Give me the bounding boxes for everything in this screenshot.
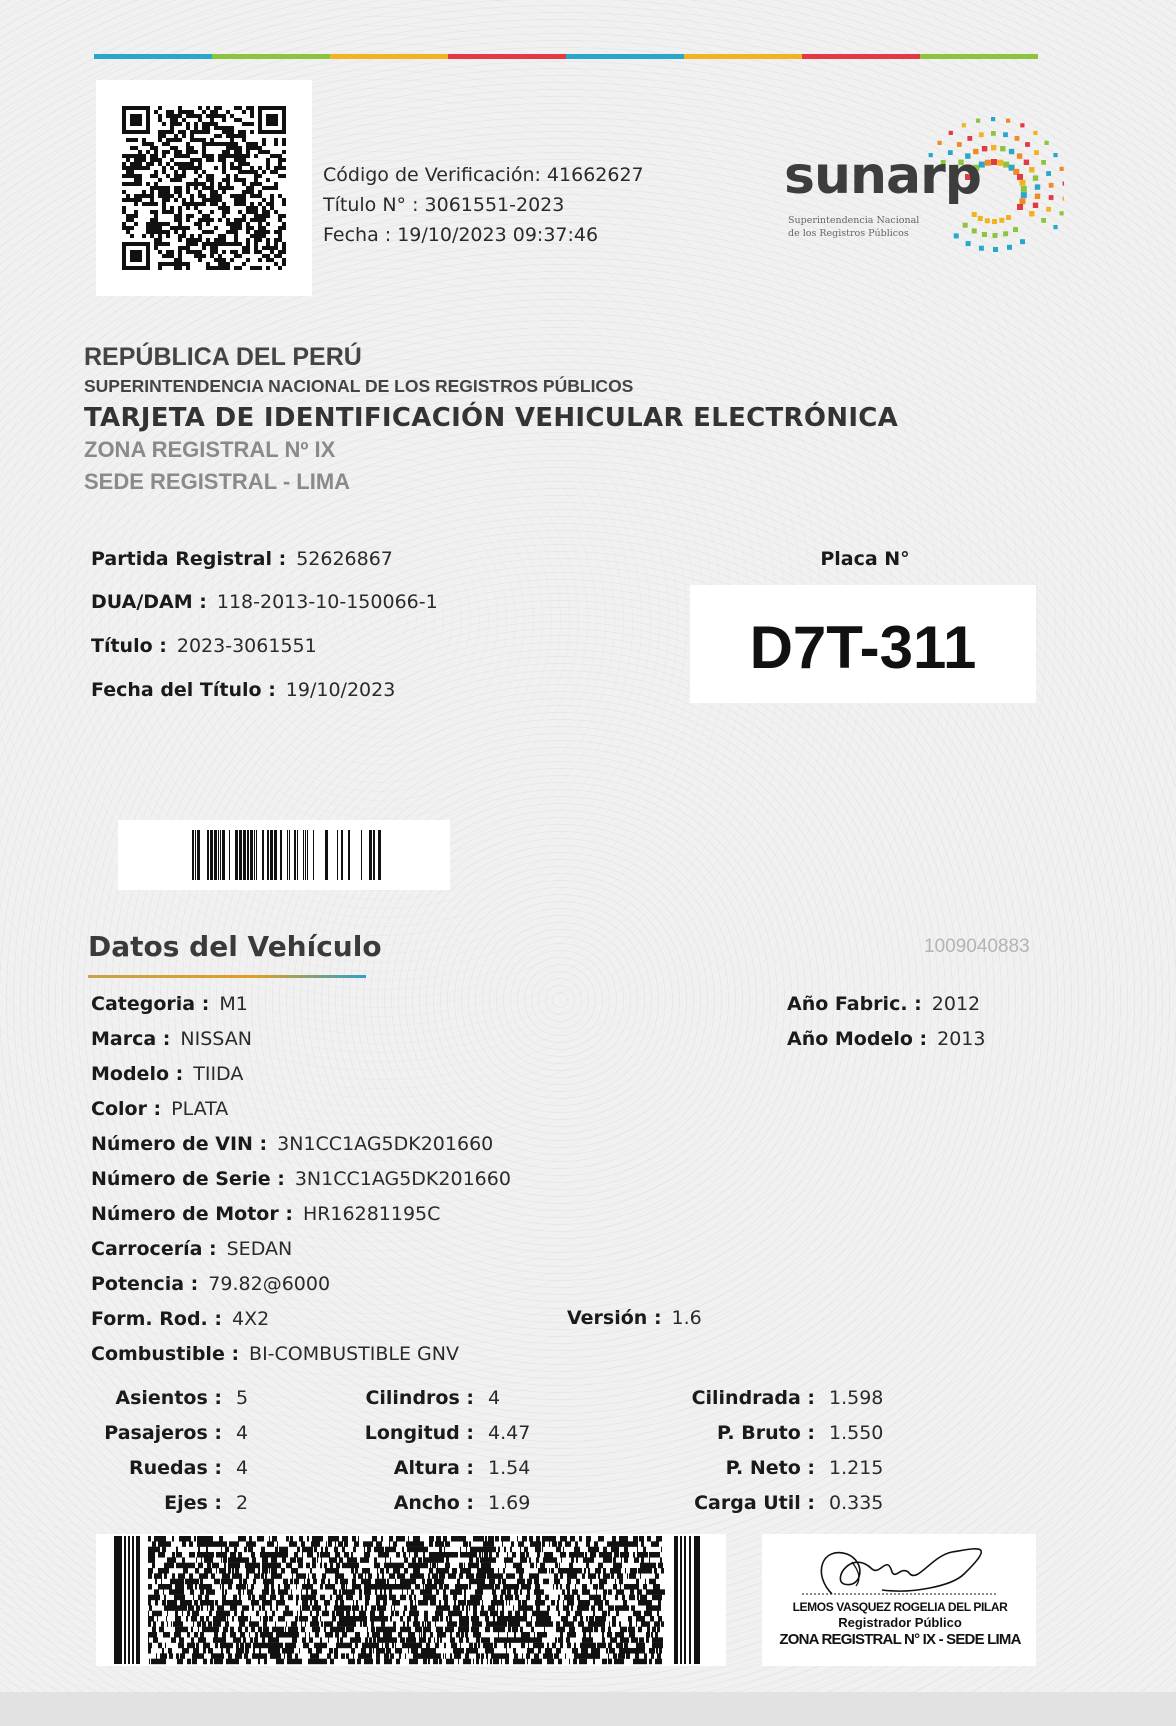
placa-box [690,585,1036,703]
version-label: Versión : [567,1307,662,1329]
spec-row [0,1387,222,1409]
vehicle-field-row [91,1238,292,1260]
spec-label: Ejes : [164,1492,222,1514]
spec-label: P. Neto : [725,1457,815,1479]
title-number: Título N° : 3061551-2023 [323,194,565,216]
vehicle-field-value: BI-COMBUSTIBLE GNV [249,1343,459,1365]
spec-label: Asientos : [115,1387,222,1409]
spec-label: Carga Util : [694,1492,815,1514]
spec-value: 5 [236,1387,249,1409]
section-underline [88,975,366,978]
anio-fabric-value: 2012 [931,993,981,1015]
spec-row [214,1457,474,1479]
vehicle-field-row [91,1203,440,1225]
partida-value: 52626867 [296,548,393,570]
spec-label: P. Bruto : [717,1422,815,1444]
fecha-titulo-value: 19/10/2023 [285,679,396,701]
spec-label: Cilindros : [365,1387,474,1409]
vehicle-field-value: NISSAN [180,1028,252,1050]
vehicle-field-label: Número de VIN : [91,1133,268,1155]
vehicle-field-row [91,1133,493,1155]
spec-label: Cilindrada : [691,1387,815,1409]
spec-value: 4 [236,1457,249,1479]
signature-block [762,1534,1036,1666]
version-value: 1.6 [671,1307,702,1329]
spec-value: 1.215 [829,1457,884,1479]
vehicle-field-label: Número de Serie : [91,1168,285,1190]
spec-value: 4 [236,1422,249,1444]
vehicle-field-row [91,1028,252,1050]
spec-value-row [829,1457,883,1479]
vehicle-field-label: Carrocería : [91,1238,217,1260]
logo-subtitle-line-2: de los Registros Públicos [788,228,909,239]
spec-value: 1.54 [488,1457,531,1479]
spec-row [214,1492,474,1514]
vehicle-field-value: 3N1CC1AG5DK201660 [277,1133,494,1155]
anio-modelo-value: 2013 [937,1028,986,1050]
spec-row [555,1457,815,1479]
dua-row [91,591,438,613]
anio-modelo-row [787,1028,985,1050]
vehicle-field-row [91,993,248,1015]
vehicle-field-value: 4X2 [231,1308,270,1330]
placa-label: Placa N° [820,548,910,570]
barcode-icon [182,830,386,880]
logo-subtitle [788,214,948,240]
superintendencia-heading: SUPERINTENDENCIA NACIONAL DE LOS REGISTROS PÚBLICOS [84,376,634,396]
stripe-segment [920,54,1038,59]
pdf417-barcode [96,1534,726,1666]
card-title: TARJETA DE IDENTIFICACIÓN VEHICULAR ELECTRÓNICA [84,403,899,433]
stripe-segment [802,54,920,59]
stripe-segment [212,54,330,59]
spec-row [555,1387,815,1409]
spec-label: Altura : [393,1457,474,1479]
pdf417-icon [114,1534,714,1666]
vehicle-field-row [91,1273,330,1295]
anio-fabric-row [787,993,980,1015]
verification-block [323,160,644,250]
vehicle-field-row [91,1098,228,1120]
placa-number: D7T-311 [749,614,977,681]
spec-row [555,1492,815,1514]
verification-code: Código de Verificación: 41662627 [323,164,644,186]
sunarp-logo [784,102,1064,262]
republic-heading: REPÚBLICA DEL PERÚ [84,343,362,371]
serial-number: 1009040883 [924,936,1030,957]
spec-value: 1.69 [488,1492,531,1514]
spec-value: 4.47 [488,1422,531,1444]
spec-value-row [829,1387,883,1409]
spec-row [555,1422,815,1444]
sede-heading: SEDE REGISTRAL - LIMA [84,469,351,494]
spec-row [214,1387,474,1409]
vehicle-field-value: 3N1CC1AG5DK201660 [294,1168,511,1190]
vehicle-field-value: M1 [219,993,248,1015]
titulo-row [91,635,317,657]
vehicle-field-label: Categoria : [91,993,210,1015]
fecha-titulo-label: Fecha del Título : [91,679,276,701]
vehicle-field-label: Modelo : [91,1063,184,1085]
fecha-titulo-row [91,679,395,701]
signer-zone: ZONA REGISTRAL N° IX - SEDE LIMA [779,1631,1021,1648]
qr-code-icon [122,106,286,270]
spec-value: 1.598 [829,1387,884,1409]
spec-value-row [488,1492,530,1514]
vehicle-field-label: Marca : [91,1028,171,1050]
stripe-segment [330,54,448,59]
stripe-segment [684,54,802,59]
spec-value-row [488,1457,530,1479]
dua-label: DUA/DAM : [91,591,207,613]
vehicle-field-label: Color : [91,1098,162,1120]
vehicle-field-value: HR16281195C [302,1203,441,1225]
vehicle-field-label: Número de Motor : [91,1203,293,1225]
vehicle-field-label: Potencia : [91,1273,199,1295]
dua-value: 118-2013-10-150066-1 [216,591,438,613]
spec-row [0,1422,222,1444]
qr-code [96,80,312,296]
vehicle-field-value: PLATA [171,1098,229,1120]
zone-heading: ZONA REGISTRAL Nº IX [84,437,336,462]
vehicle-field-value: TIIDA [193,1063,244,1085]
vehicle-field-label: Form. Rod. : [91,1308,222,1330]
version-row [567,1307,702,1329]
anio-fabric-label: Año Fabric. : [787,993,922,1015]
spec-label: Pasajeros : [104,1422,222,1444]
stripe-segment [94,54,212,59]
logo-subtitle-line-1: Superintendencia Nacional [788,215,920,226]
stripe-segment [566,54,684,59]
spec-value-row [829,1492,883,1514]
spec-row [0,1492,222,1514]
spec-value: 2 [236,1492,249,1514]
titulo-label: Título : [91,635,167,657]
vehicle-field-value: 79.82@6000 [208,1273,331,1295]
color-stripe [94,54,1038,59]
signature-icon [792,1534,1006,1604]
vehicle-field-row [91,1063,243,1085]
signer-role: Registrador Público [838,1615,962,1630]
signer-name: LEMOS VASQUEZ ROGELIA DEL PILAR [792,1600,1008,1614]
vehicle-field-label: Combustible : [91,1343,240,1365]
footer-strip [0,1692,1176,1726]
vehicle-field-value: SEDAN [226,1238,293,1260]
logo-wordmark: sunarp [784,146,981,206]
spec-value-row [488,1387,500,1409]
vehicle-field-row [91,1308,269,1330]
spec-value: 0.335 [829,1492,884,1514]
spec-value: 4 [488,1387,501,1409]
spec-label: Longitud : [364,1422,474,1444]
spec-label: Ancho : [393,1492,474,1514]
barcode [118,820,450,890]
spec-value-row [829,1422,883,1444]
spec-row [0,1457,222,1479]
spec-label: Ruedas : [129,1457,222,1479]
spec-row [214,1422,474,1444]
anio-modelo-label: Año Modelo : [787,1028,928,1050]
spec-value-row [488,1422,530,1444]
titulo-value: 2023-3061551 [176,635,317,657]
vehicle-section-title: Datos del Vehículo [88,930,382,963]
vehicle-field-row [91,1168,511,1190]
spec-value: 1.550 [829,1422,884,1444]
partida-row [91,548,393,570]
stripe-segment [448,54,566,59]
issue-date: Fecha : 19/10/2023 09:37:46 [323,224,599,246]
partida-label: Partida Registral : [91,548,287,570]
vehicle-field-row [91,1343,459,1365]
